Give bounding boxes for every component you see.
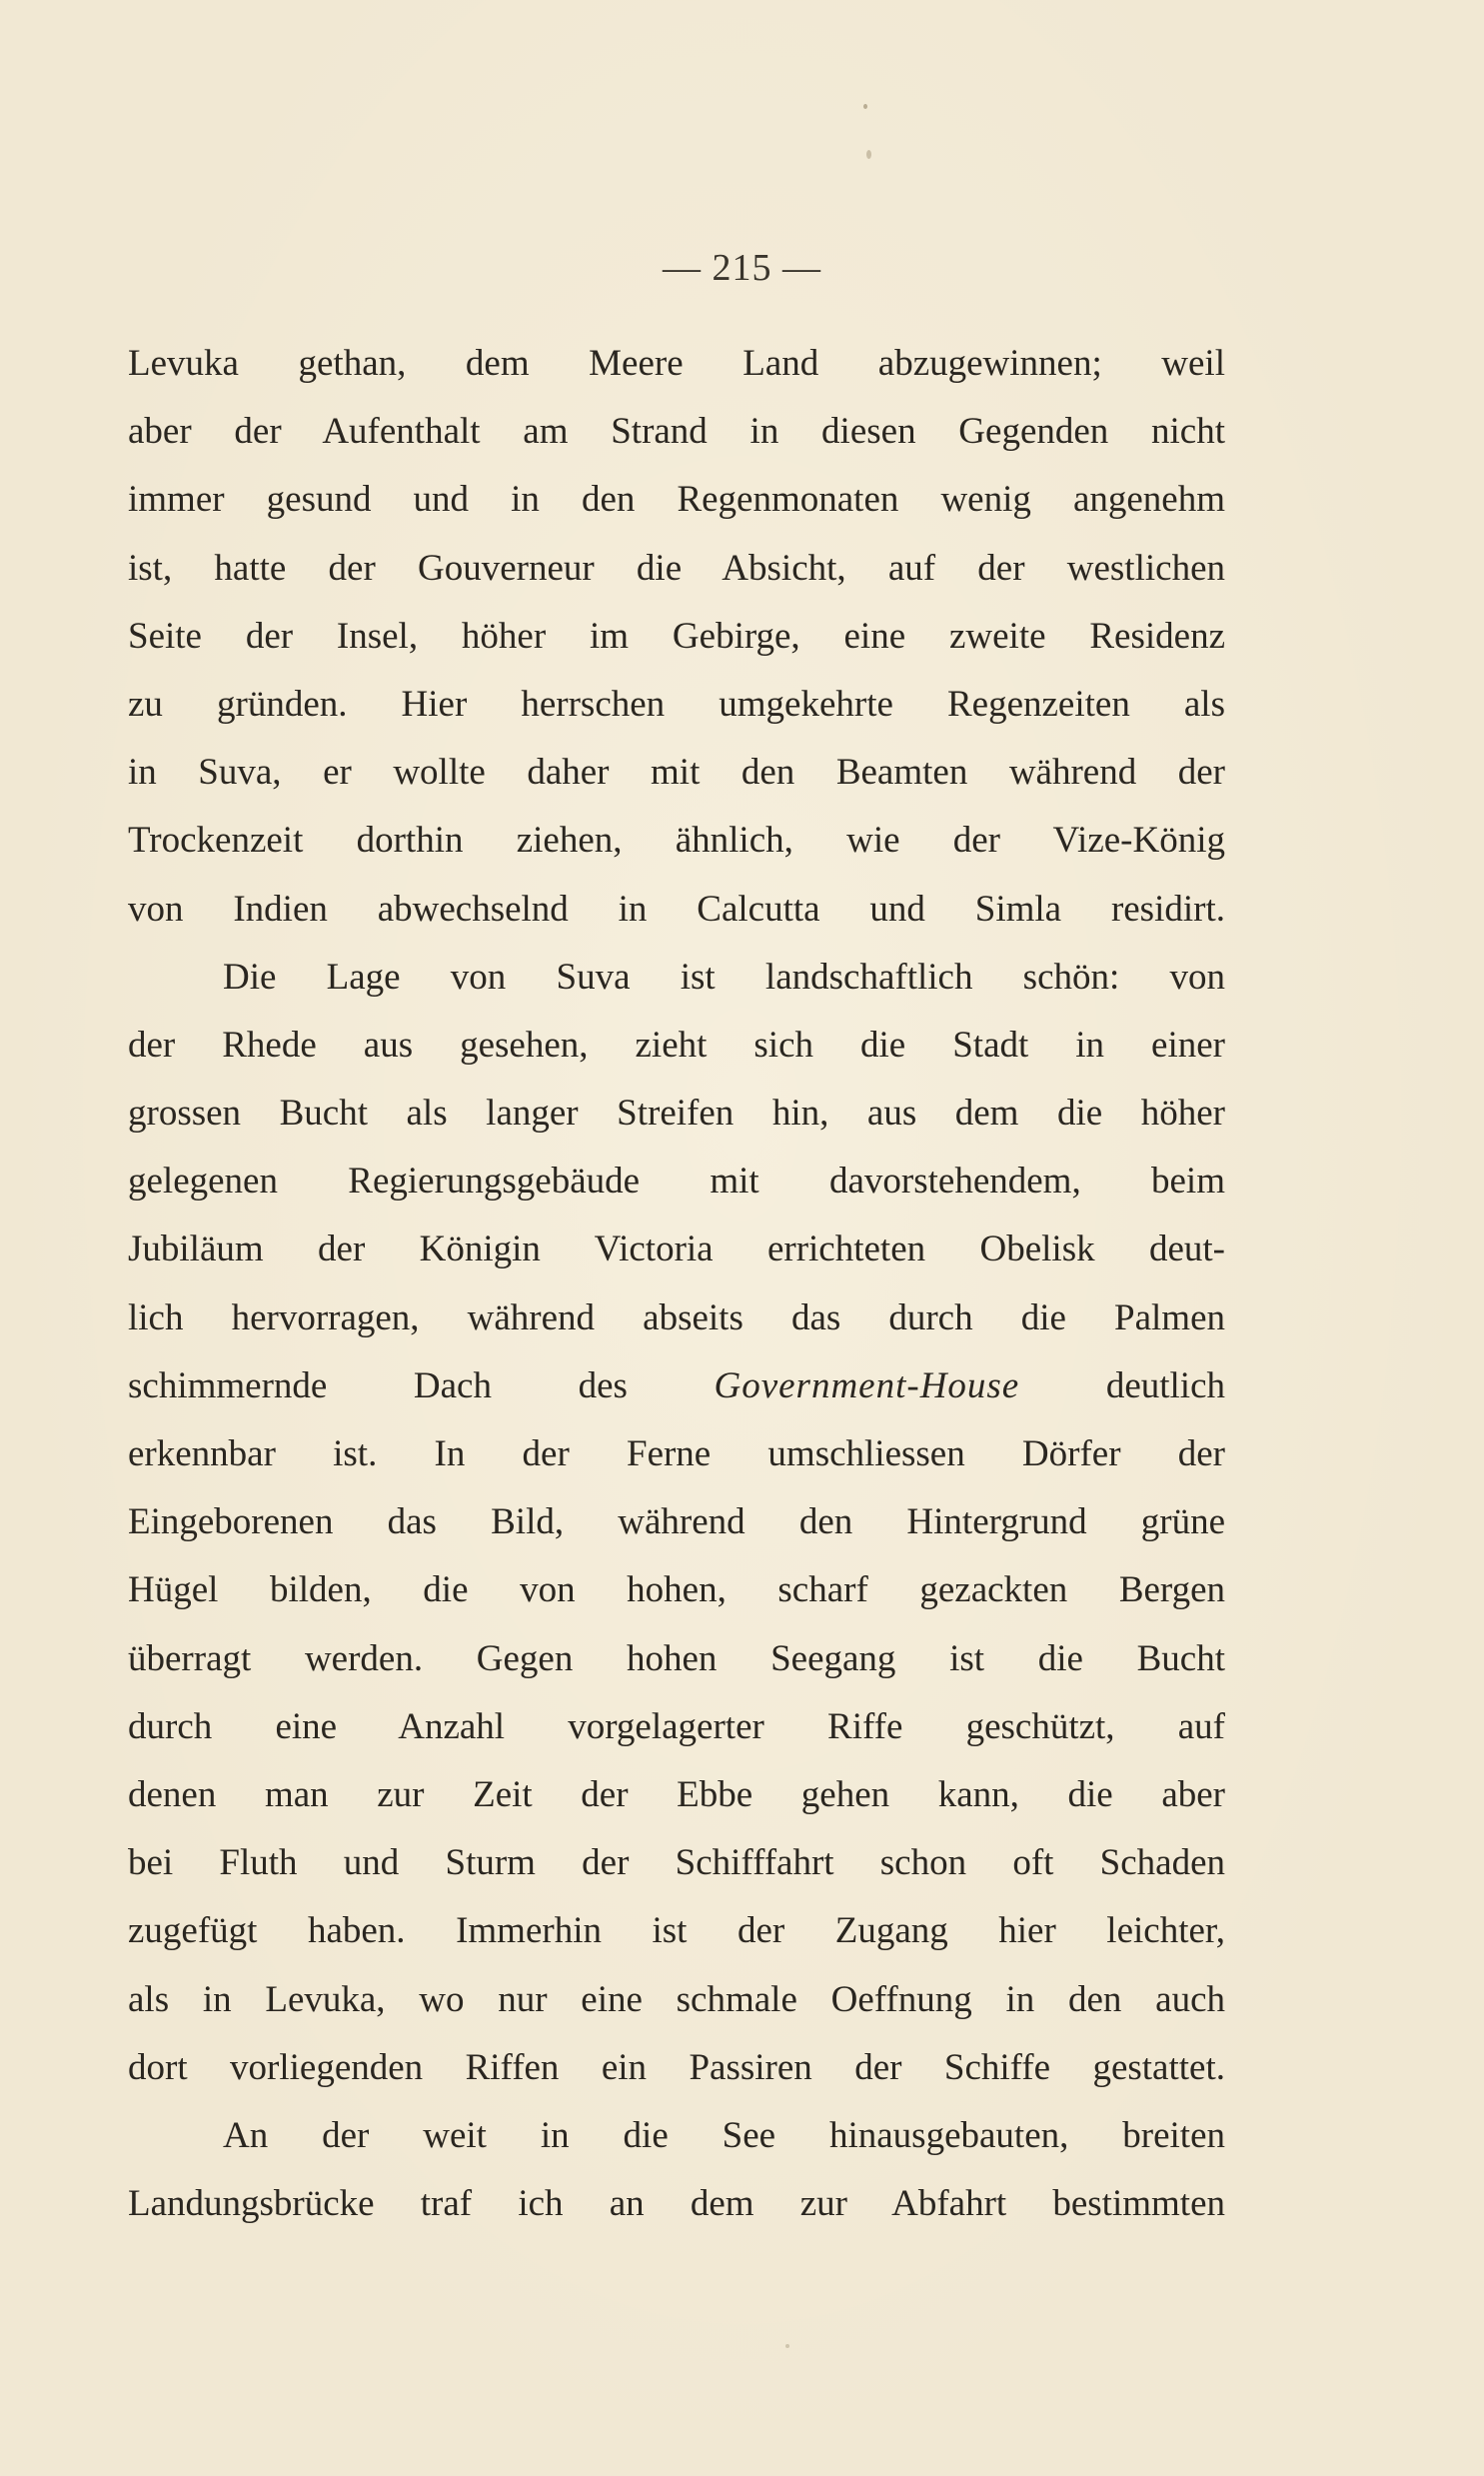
text-line: Jubiläum der Königin Victoria errichteten Obelisk deut-	[128, 1229, 1225, 1270]
text-line: zugefügt haben. Immerhin ist der Zugang hier leichter,	[128, 1910, 1225, 1952]
text-line: lich hervorragen, während abseits das durch die Palmen	[128, 1296, 1225, 1338]
text-segment: deutlich	[1105, 1364, 1225, 1406]
paper-speck	[785, 2344, 789, 2348]
paper-speck	[866, 150, 871, 159]
text-line: Seite der Insel, höher im Gebirge, eine zweite Residenz	[128, 615, 1225, 657]
text-segment: schimmernde Dach des	[128, 1364, 628, 1406]
text-line: Trockenzeit dorthin ziehen, ähnlich, wie der Vize-König	[128, 820, 1225, 862]
text-line: Hügel bilden, die von hohen, scharf gezackten Bergen	[128, 1569, 1225, 1611]
text-line: Landungsbrücke traf ich an dem zur Abfahrt bestimmten	[128, 2183, 1225, 2225]
text-line: dort vorliegenden Riffen ein Passiren der Schiffe gestattet.	[128, 2046, 1225, 2088]
text-line: durch eine Anzahl vorgelagerter Riffe geschützt, auf	[128, 1705, 1225, 1747]
text-line: von Indien abwechselnd in Calcutta und Simla residirt.	[128, 888, 1225, 930]
text-line: ist, hatte der Gouverneur die Absicht, auf der westlichen	[128, 547, 1225, 589]
paper-speck	[863, 104, 867, 109]
text-line: in Suva, er wollte daher mit den Beamten während der	[128, 752, 1225, 794]
text-line: Levuka gethan, dem Meere Land abzugewinnen; weil	[128, 343, 1225, 384]
text-line: überragt werden. Gegen hohen Seegang ist die Bucht	[128, 1637, 1225, 1679]
body-text	[128, 330, 1225, 2238]
text-line: bei Fluth und Sturm der Schifffahrt schon oft Schaden	[128, 1842, 1225, 1884]
text-line: denen man zur Zeit der Ebbe gehen kann, die aber	[128, 1773, 1225, 1815]
text-line-paragraph-start: Die Lage von Suva ist landschaftlich schön: von	[223, 956, 1225, 998]
text-line-paragraph-start: An der weit in die See hinausgebauten, breiten	[223, 2114, 1225, 2156]
text-line: der Rhede aus gesehen, zieht sich die Stadt in einer	[128, 1024, 1225, 1066]
text-line: grossen Bucht als langer Streifen hin, aus dem die höher	[128, 1093, 1225, 1135]
italic-term: Government-House	[714, 1364, 1020, 1406]
page-number: — 215 —	[663, 247, 821, 289]
text-line: erkennbar ist. In der Ferne umschliessen Dörfer der	[128, 1433, 1225, 1474]
text-line: Eingeborenen das Bild, während den Hintergrund grüne	[128, 1501, 1225, 1543]
text-line: gelegenen Regierungsgebäude mit davorstehendem, beim	[128, 1161, 1225, 1203]
text-line: als in Levuka, wo nur eine schmale Oeffnung in den auch	[128, 1978, 1225, 2020]
text-line-with-italic	[128, 1352, 1225, 1420]
text-line: immer gesund und in den Regenmonaten wenig angenehm	[128, 479, 1225, 521]
text-line: aber der Aufenthalt am Strand in diesen Gegenden nicht	[128, 411, 1225, 453]
text-line: zu gründen. Hier herrschen umgekehrte Regenzeiten als	[128, 683, 1225, 725]
